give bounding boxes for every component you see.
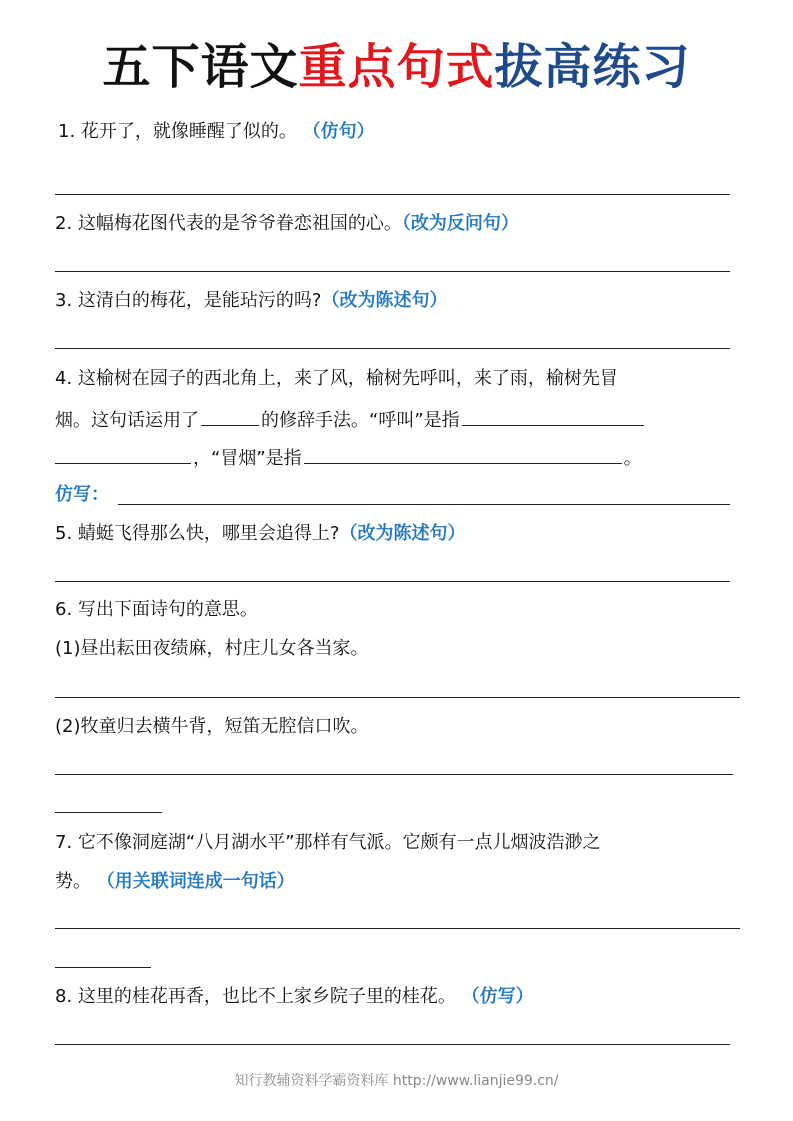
question-6-sub-1: (1)昼出耘田夜绩麻，村庄儿女各当家。 <box>55 638 369 659</box>
question-4-line-3 <box>55 443 642 472</box>
question-3-text: 3. 这清白的梅花，是能玷污的吗? <box>55 290 322 311</box>
answer-line-3[interactable] <box>55 348 730 349</box>
question-7-line-2 <box>55 869 295 895</box>
question-2-text: 2. 这幅梅花图代表的是爷爷眷恋祖国的心。 <box>55 213 402 234</box>
question-4-text-b: 的修辞手法。“呼叫”是指 <box>261 410 460 431</box>
question-5-hint: （改为陈述句） <box>339 523 466 544</box>
question-4-text-a: 烟。这句话运用了 <box>55 410 199 431</box>
answer-line-7-cont[interactable] <box>55 967 151 968</box>
question-7-text: 势。 <box>55 871 91 892</box>
question-4-line-2 <box>55 405 646 434</box>
answer-line-8[interactable] <box>55 1044 730 1045</box>
question-7-line-1: 7. 它不像洞庭湖“八月湖水平”那样有气派。它颇有一点儿烟波浩渺之 <box>55 832 601 853</box>
question-2-hint: （改为反问句） <box>401 213 519 234</box>
question-6: 6. 写出下面诗句的意思。 <box>55 599 258 620</box>
question-3-hint: （改为陈述句） <box>321 290 448 311</box>
answer-line-5[interactable] <box>55 581 730 582</box>
blank-rhetoric[interactable] <box>201 405 259 426</box>
question-5-text: 5. 蜻蜓飞得那么快，哪里会追得上? <box>55 523 340 544</box>
question-1-text: 1. 花开了，就像睡醒了似的。 <box>58 121 297 142</box>
question-5 <box>55 521 465 547</box>
question-4-text-c: ，“冒烟”是指 <box>193 448 302 469</box>
question-1-hint: （仿句） <box>302 121 375 142</box>
answer-line-6-2-cont[interactable] <box>55 812 162 813</box>
blank-huijiao[interactable] <box>462 405 644 426</box>
blank-maoyan[interactable] <box>304 443 622 464</box>
question-4-imitate <box>55 482 109 508</box>
answer-line-1[interactable] <box>55 194 730 195</box>
footer-watermark: 知行教辅资料学霸资料库 http://www.lianjie99.cn/ <box>234 1073 559 1089</box>
question-4-text-d: 。 <box>623 448 642 469</box>
question-6-sub-2: (2)牧童归去横牛背，短笛无腔信口吹。 <box>55 716 369 737</box>
question-2 <box>55 211 519 237</box>
question-8-text: 8. 这里的桂花再香，也比不上家乡院子里的桂花。 <box>55 986 456 1007</box>
question-4-line-1: 4. 这榆树在园子的西北角上，来了风，榆树先呼叫，来了雨，榆树先冒 <box>55 368 618 389</box>
question-8-hint: （仿写） <box>461 986 534 1007</box>
answer-line-6-2[interactable] <box>55 774 733 775</box>
title-part-1: 五下语文 <box>102 39 299 95</box>
title-part-3: 拔高练习 <box>494 39 691 95</box>
question-8 <box>55 984 534 1010</box>
answer-line-4[interactable] <box>118 504 730 505</box>
question-1 <box>58 119 375 145</box>
answer-line-2[interactable] <box>55 271 730 272</box>
question-3 <box>55 288 447 314</box>
imitate-label: 仿写： <box>55 484 109 505</box>
blank-huijiao-cont[interactable] <box>55 443 191 464</box>
question-7-hint: （用关联词连成一句话） <box>96 871 295 892</box>
answer-line-7[interactable] <box>55 928 740 929</box>
answer-line-6-1[interactable] <box>55 697 740 698</box>
title-part-2: 重点句式 <box>298 39 495 95</box>
page-title <box>0 28 793 97</box>
